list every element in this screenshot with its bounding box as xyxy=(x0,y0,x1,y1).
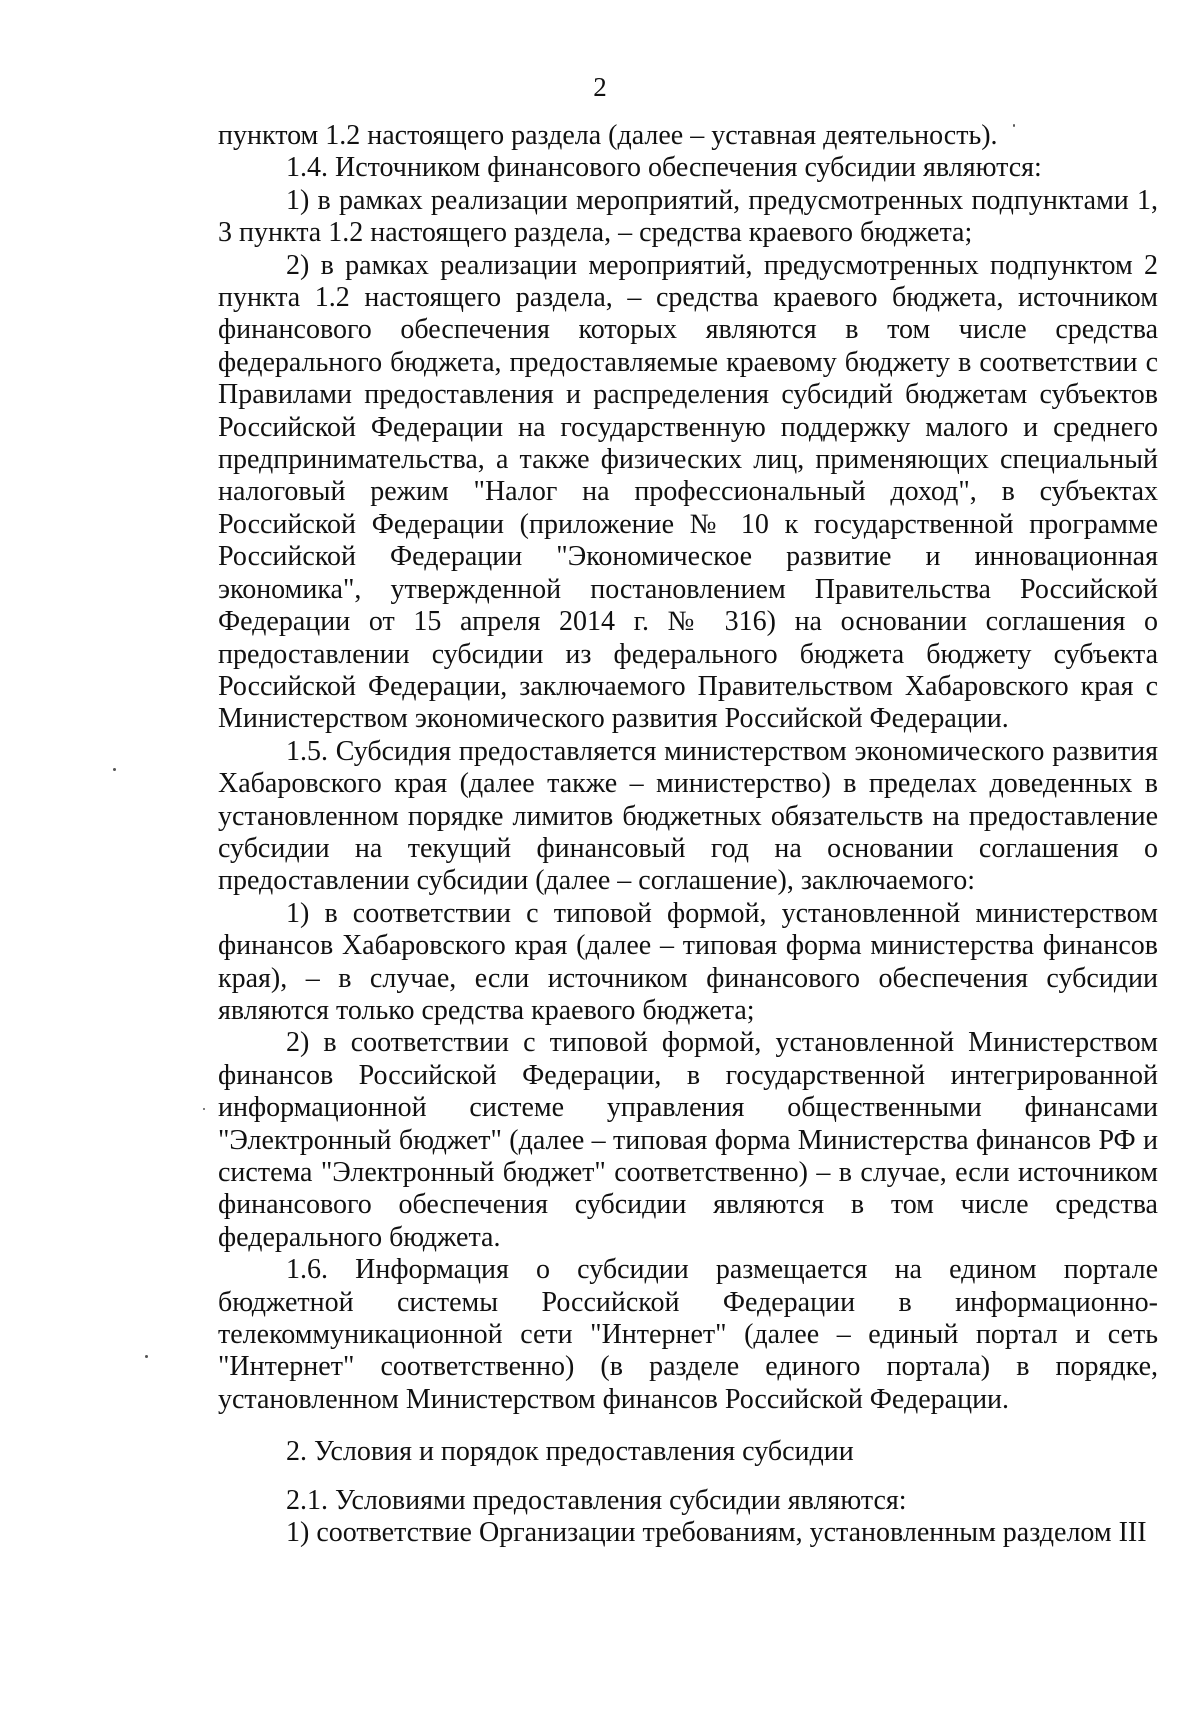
scan-speck xyxy=(1013,124,1015,127)
paragraph-1-4-item-1: 1) в рамках реализации мероприятий, предусмотренных подпунктами 1, 3 пункта 1.2 настоящего раздела, – средства краевого бюджета; xyxy=(218,184,1158,249)
scan-speck xyxy=(113,768,116,771)
paragraph-2-1: 2.1. Условиями предоставления субсидии являются: xyxy=(286,1484,907,1516)
section-heading: 2. Условия и порядок предоставления субсидии xyxy=(286,1436,854,1468)
paragraph-1-5-item-2: 2) в соответствии с типовой формой, установленной Министерством финансов Российской Федерации, в государственной интегрированной информационной системе управления общественными финансами "Электронный бюджет" (далее – типовая форма Министерства финансов РФ и система "Электронный бюджет" соответственно) – в случае, если источником финансового обеспечения субсидии являются в том числе средства федерального бюджета. xyxy=(218,1027,1158,1253)
paragraph-1-4: 1.4. Источником финансового обеспечения субсидии являются: xyxy=(286,152,1042,184)
document-body xyxy=(218,120,1158,1549)
paragraph-1-5: 1.5. Субсидия предоставляется министерством экономического развития Хабаровского края (далее также – министерство) в пределах доведенных в установленном порядке лимитов бюджетных обязательств на предоставление субсидии на текущий финансовый год на основании соглашения о предоставлении субсидии (далее – соглашение), заключаемого: xyxy=(218,735,1158,897)
paragraph-2-1-item-1: 1) соответствие Организации требованиям, установленным разделом III xyxy=(286,1517,1147,1549)
page-number: 2 xyxy=(593,72,607,102)
paragraph-continuation: пунктом 1.2 настоящего раздела (далее – уставная деятельность). xyxy=(218,120,998,151)
paragraph-1-6: 1.6. Информация о субсидии размещается на едином портале бюджетной системы Российской Федерации в информационно-телекоммуникационной сети "Интернет" (далее – единый портал и сеть "Интернет" соответственно) (в разделе единого портала) в порядке, установленном Министерством финансов Российской Федерации. xyxy=(218,1254,1158,1415)
scan-speck xyxy=(145,1355,148,1358)
scan-speck xyxy=(203,1108,205,1110)
paragraph-1-4-item-2: 2) в рамках реализации мероприятий, предусмотренных подпунктом 2 пункта 1.2 настоящего раздела, – средства краевого бюджета, источником финансового обеспечения которых являются в том числе средства федерального бюджета, предоставляемые краевому бюджету в соответствии с Правилами предоставления и распределения субсидий бюджетам субъектов Российской Федерации на государственную поддержку малого и среднего предпринимательства, а также физических лиц, применяющих специальный налоговый режим "Налог на профессиональный доход", в субъектах Российской Федерации (приложение № 10 к государственной программе Российской Федерации "Экономическое развитие и инновационная экономика", утвержденной постановлением Правительства Российской Федерации от 15 апреля 2014 г. № 316) на основании соглашения о предоставлении субсидии из федерального бюджета бюджету субъекта Российской Федерации, заключаемого Правительством Хабаровского края с Министерством экономического развития Российской Федерации. xyxy=(218,249,1158,735)
paragraph-1-5-item-1: 1) в соответствии с типовой формой, установленной министерством финансов Хабаровского края (далее – типовая форма министерства финансов края), – в случае, если источником финансового обеспечения субсидии являются только средства краевого бюджета; xyxy=(218,897,1158,1026)
